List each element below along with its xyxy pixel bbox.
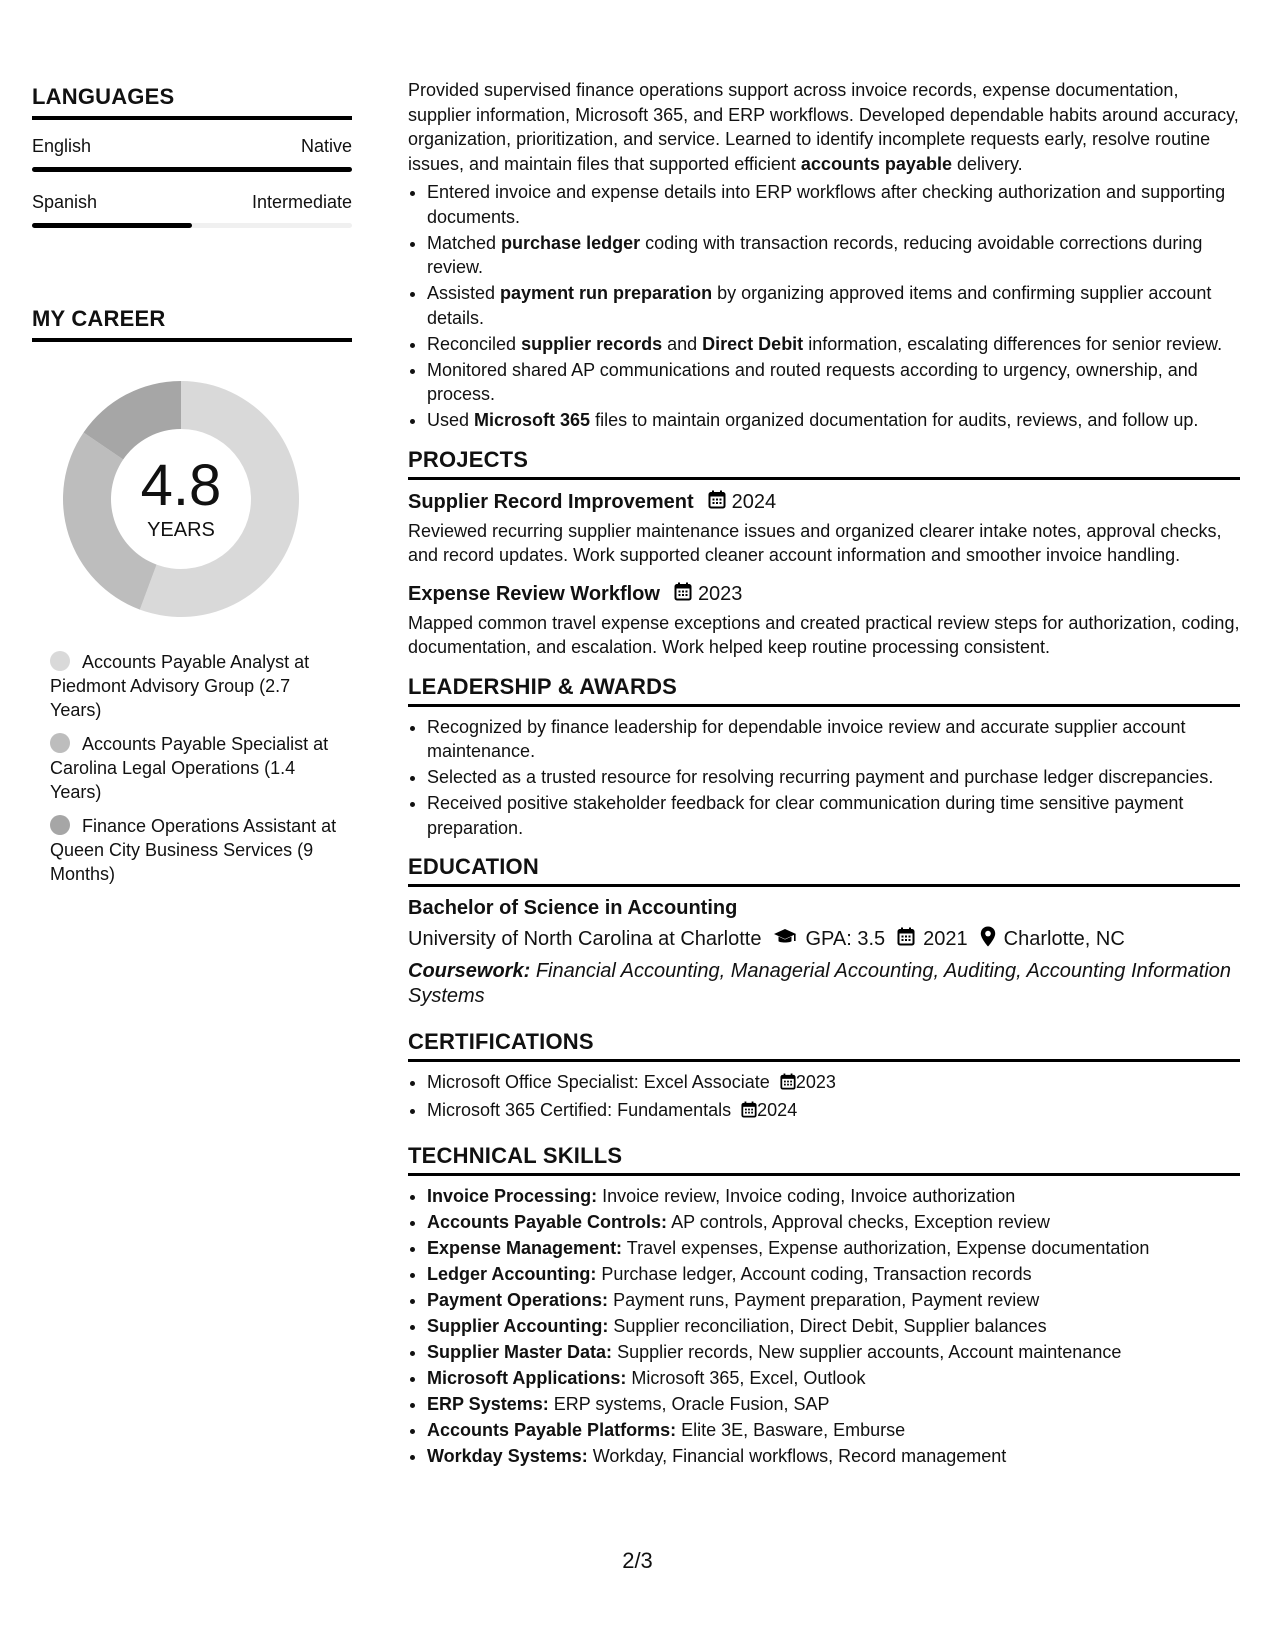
language-name: Spanish [32, 192, 98, 212]
skill-value: Payment runs, Payment preparation, Payment review [613, 1289, 1040, 1310]
bullet-text: Monitored shared AP communications and routed requests according to urgency, ownership, and process. [427, 359, 1198, 404]
graduation-cap-icon [773, 928, 797, 952]
legend-item [50, 732, 340, 804]
skills-heading: TECHNICAL SKILLS [408, 1143, 1240, 1176]
experience-bullet [427, 358, 1240, 407]
skill-label: Supplier Master Data: [427, 1341, 613, 1362]
coursework-label: Coursework: [408, 960, 531, 982]
skill-label: Microsoft Applications: [427, 1367, 627, 1388]
skill-value: ERP systems, Oracle Fusion, SAP [553, 1393, 830, 1414]
leadership-heading: LEADERSHIP & AWARDS [408, 674, 1240, 707]
legend-text: Accounts Payable Specialist at Carolina Legal Operations (1.4 Years) [50, 734, 329, 802]
experience-bullet [427, 408, 1240, 433]
language-proficiency-fill [32, 223, 192, 228]
certifications-section [408, 1029, 1240, 1125]
bullet-keyword: purchase ledger [501, 232, 641, 253]
calendar-icon [708, 490, 726, 515]
skill-item [427, 1236, 1240, 1261]
sidebar [32, 84, 352, 896]
skill-label: Workday Systems: [427, 1445, 588, 1466]
languages-heading: LANGUAGES [32, 84, 352, 120]
project-description: Reviewed recurring supplier maintenance issues and organized clearer intake notes, approval checks, and record updates. Work supported cleaner account information and smoother invoice handling. [408, 520, 1222, 565]
project-title: Expense Review Workflow [408, 582, 660, 605]
donut-center [56, 374, 306, 624]
certification-item [427, 1070, 1240, 1097]
skills-list [408, 1184, 1240, 1469]
education-coursework [408, 959, 1240, 1009]
legend-dot [50, 651, 70, 671]
skill-label: ERP Systems: [427, 1393, 549, 1414]
project-title-row [408, 490, 1240, 515]
leadership-list [408, 715, 1240, 841]
bullet-text: information, escalating differences for senior review. [803, 333, 1223, 354]
bullet-text: by organizing approved items and confirming supplier account details. [427, 283, 1212, 328]
skill-value: Purchase ledger, Account coding, Transaction records [601, 1263, 1032, 1284]
calendar-icon [780, 1072, 796, 1097]
experience-summary [408, 78, 1240, 176]
experience-bullet [427, 180, 1240, 229]
calendar-icon [674, 582, 692, 607]
experience-bullet [427, 281, 1240, 330]
skill-label: Accounts Payable Controls: [427, 1211, 668, 1232]
education-school: University of North Carolina at Charlotte [408, 928, 762, 950]
skill-value: Travel expenses, Expense authorization, Expense documentation [626, 1237, 1150, 1258]
education-location: Charlotte, NC [1003, 928, 1125, 950]
skill-item [427, 1262, 1240, 1287]
skill-item [427, 1288, 1240, 1313]
project-year: 2023 [697, 582, 743, 605]
coursework-list: Financial Accounting, Managerial Accounting, Auditing, Accounting Information Systems [408, 960, 1232, 1007]
language-level: Intermediate [251, 192, 352, 212]
career-legend [50, 650, 340, 886]
certifications-heading: CERTIFICATIONS [408, 1029, 1240, 1062]
skill-label: Supplier Accounting: [427, 1315, 609, 1336]
career-donut-chart [56, 374, 306, 624]
skill-value: Elite 3E, Basware, Emburse [681, 1419, 906, 1440]
skill-label: Accounts Payable Platforms: [427, 1419, 677, 1440]
bullet-keyword: payment run preparation [500, 283, 713, 303]
language-proficiency-bar [32, 223, 352, 228]
page-number: 2/3 [622, 1548, 653, 1573]
skill-item [427, 1366, 1240, 1391]
project-description: Mapped common travel expense exceptions and created practical review steps for authorization, coding, documentation, and escalation. Work helped keep routine processing consistent. [408, 612, 1240, 657]
career-heading: MY CAREER [32, 306, 352, 342]
leadership-item: • Recognized by finance leadership for dependable invoice review and accurate supplier account maintenance. [427, 715, 1240, 764]
career-section [32, 306, 352, 886]
skill-label: Ledger Accounting: [427, 1263, 597, 1284]
summary-text-end: delivery. [951, 153, 1023, 174]
language-name: English [32, 136, 92, 156]
skill-item [427, 1314, 1240, 1339]
education-section [408, 854, 1240, 1009]
skill-value: Supplier records, New supplier accounts, Account maintenance [617, 1341, 1122, 1362]
certification-year: 2024 [757, 1100, 798, 1120]
bullet-text: and [662, 333, 703, 354]
certification-name: Microsoft 365 Certified: Fundamentals [427, 1100, 732, 1120]
bullet-text: Assisted [427, 283, 501, 303]
project-year: 2024 [731, 490, 777, 513]
language-proficiency-bar [32, 167, 352, 172]
skills-section [408, 1143, 1240, 1469]
projects-heading: PROJECTS [408, 447, 1240, 480]
legend-item [50, 814, 340, 886]
skill-value: Invoice review, Invoice coding, Invoice authorization [602, 1185, 1016, 1206]
map-pin-icon [980, 926, 996, 953]
bullet-text: Reconciled [427, 333, 522, 354]
bullet-keyword: Direct Debit [702, 333, 804, 354]
skill-value: Supplier reconciliation, Direct Debit, Supplier balances [613, 1315, 1047, 1336]
education-details [408, 926, 1240, 953]
calendar-icon [897, 927, 915, 952]
skill-item [427, 1184, 1240, 1209]
bullet-keyword: supplier records [521, 333, 663, 354]
bullet-text: Entered invoice and expense details into ERP workflows after checking authorization and supporting documents. [427, 182, 1226, 227]
skill-value: Microsoft 365, Excel, Outlook [631, 1367, 866, 1388]
skill-value: Workday, Financial workflows, Record management [592, 1445, 1007, 1466]
legend-text: Accounts Payable Analyst at Piedmont Advisory Group (2.7 Years) [50, 652, 310, 720]
language-proficiency-fill [32, 167, 352, 172]
legend-item [50, 650, 340, 722]
certification-name: Microsoft Office Specialist: Excel Associate [427, 1072, 770, 1092]
skill-item [427, 1340, 1240, 1365]
bullet-text: Matched [427, 232, 502, 253]
skill-label: Expense Management: [427, 1237, 623, 1258]
summary-keyword: accounts payable [800, 153, 952, 174]
leadership-section [408, 674, 1240, 841]
language-item [32, 192, 352, 228]
certification-item [427, 1098, 1240, 1125]
leadership-item: • Received positive stakeholder feedback for clear communication during time sensitive payment preparation. [427, 791, 1240, 840]
calendar-icon [741, 1100, 757, 1125]
skill-item [427, 1210, 1240, 1235]
experience-bullet [427, 332, 1240, 357]
bullet-text: coding with transaction records, reducing avoidable corrections during review. [427, 232, 1203, 277]
skill-label: Invoice Processing: [427, 1185, 598, 1206]
experience-bullet [427, 231, 1240, 280]
education-gpa: GPA: 3.5 [805, 928, 886, 950]
certification-year: 2023 [795, 1072, 836, 1092]
bullet-text: files to maintain organized documentation for audits, reviews, and follow up. [590, 410, 1199, 430]
skill-label: Payment Operations: [427, 1289, 609, 1310]
project-title-row [408, 582, 1240, 607]
education-heading: EDUCATION [408, 854, 1240, 887]
legend-text: Finance Operations Assistant at Queen City Business Services (9 Months) [50, 816, 337, 884]
bullet-text: Used [427, 410, 475, 430]
skill-value: AP controls, Approval checks, Exception review [671, 1211, 1050, 1232]
education-year: 2021 [923, 928, 968, 950]
skill-item [427, 1418, 1240, 1443]
legend-dot [50, 733, 70, 753]
projects-section [408, 447, 1240, 660]
summary-text: Provided supervised finance operations support across invoice records, expense documentation, supplier information, Microsoft 365, and ERP workflows. Developed dependable habits around accuracy, organization, prioritization, and service. Learned to identify incomplete requests early, resolve routine issues, and maintain files that supported efficient [408, 80, 1239, 174]
bullet-keyword: Microsoft 365 [474, 410, 591, 430]
leadership-item: • Selected as a trusted resource for resolving recurring payment and purchase ledger discrepancies. [427, 765, 1240, 790]
language-item [32, 136, 352, 172]
main-content [408, 78, 1240, 1470]
career-years-unit: YEARS [147, 518, 215, 541]
education-degree: Bachelor of Science in Accounting [408, 897, 738, 919]
skill-item [427, 1392, 1240, 1417]
experience-bullets [408, 180, 1240, 433]
language-level: Native [300, 136, 352, 156]
project-title: Supplier Record Improvement [408, 490, 694, 513]
legend-dot [50, 815, 70, 835]
career-total-years: 4.8 [140, 452, 222, 518]
certifications-list [408, 1070, 1240, 1125]
skill-item [427, 1444, 1240, 1469]
